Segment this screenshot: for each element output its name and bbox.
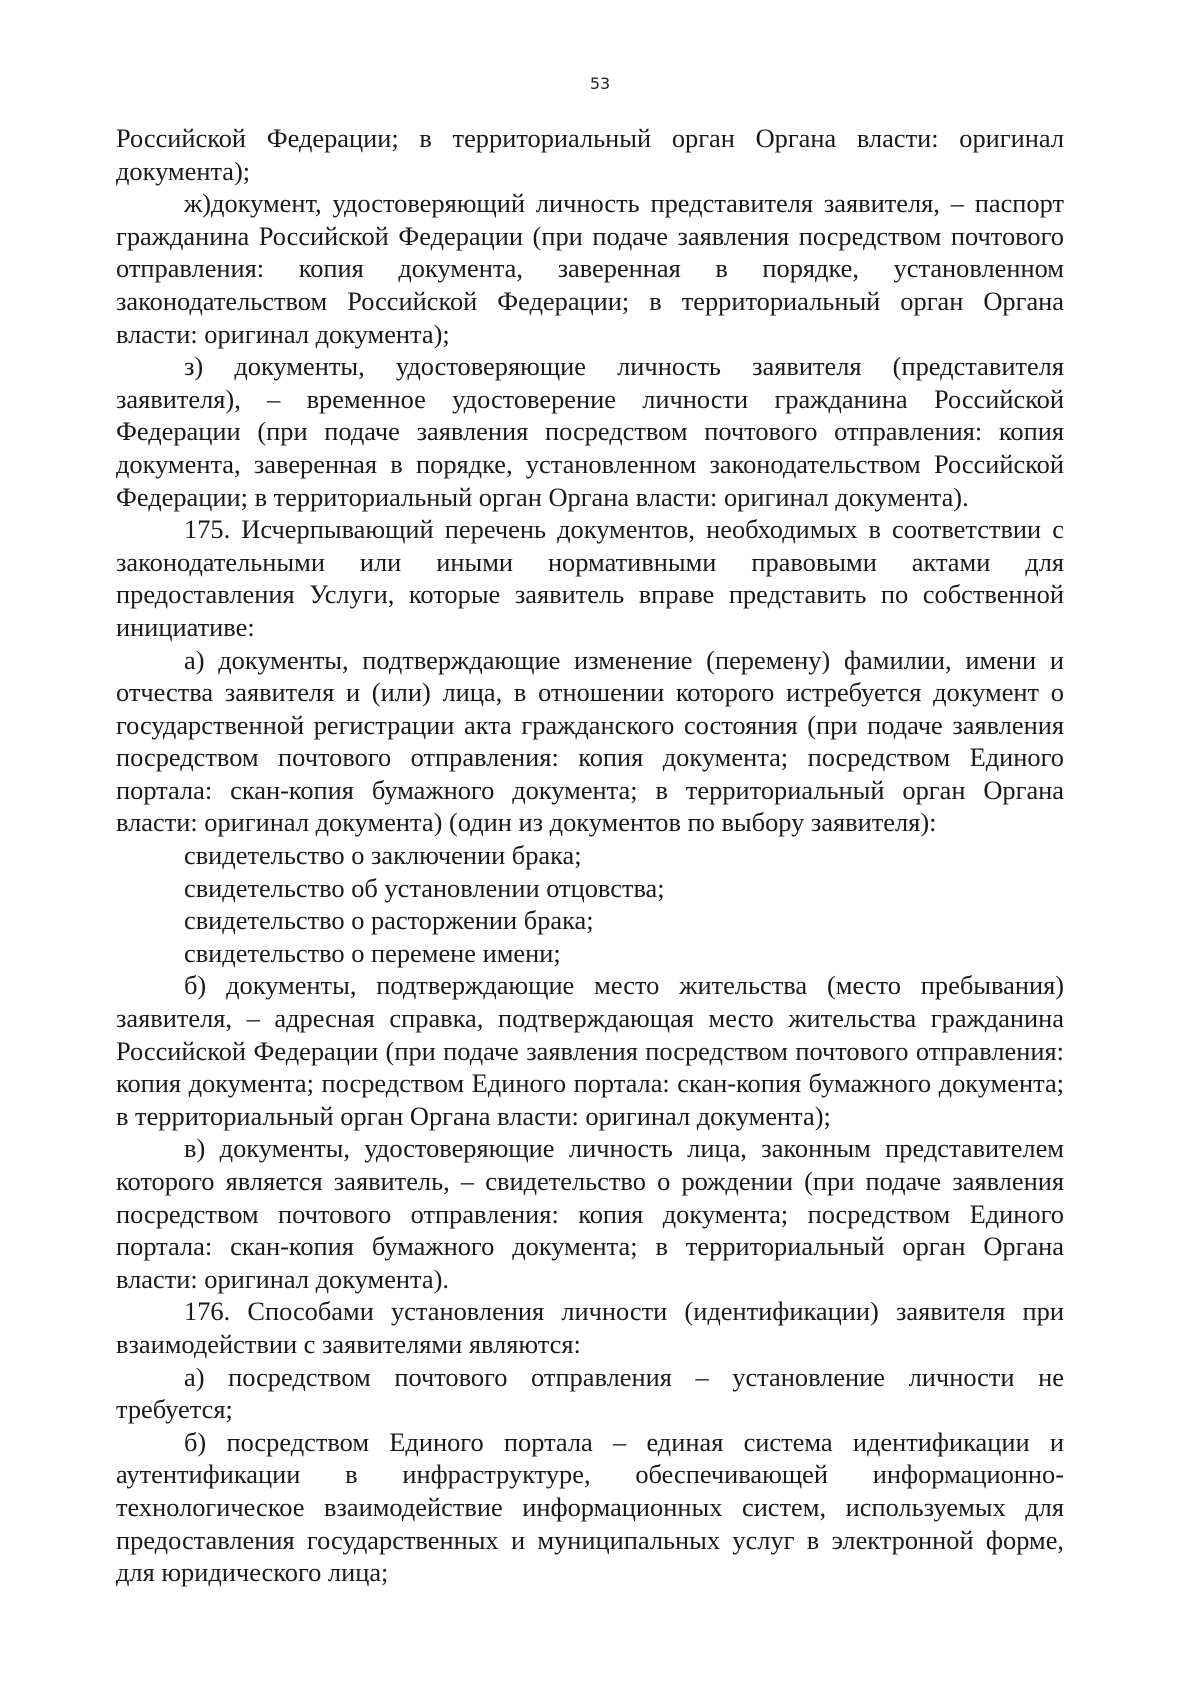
paragraph: а) посредством почтового отправления – установление личности не требуется;	[116, 1361, 1064, 1425]
paragraph: б) документы, подтверждающие место жительства (место пребывания) заявителя, – адресная справка, подтверждающая место жительства гражданина Российской Федерации (при подаче заявления посредством почтового отправления: копия документа; посредством Единого портала: скан-копия бумажного документа; в территориальный орган Органа власти: оригинал документа);	[116, 970, 1064, 1131]
paragraph: свидетельство о заключении брака;	[184, 840, 582, 871]
paragraph: 176. Способами установления личности (идентификации) заявителя при взаимодействии с заявителями являются:	[116, 1296, 1064, 1359]
paragraph: Российской Федерации; в территориальный орган Органа власти: оригинал документа);	[116, 123, 1064, 186]
paragraph: а) документы, подтверждающие изменение (перемену) фамилии, имени и отчества заявителя и (или) лица, в отношении которого истребуется документ о государственной регистрации акта гражданского состояния (при подаче заявления посредством почтового отправления: копия документа; посредством Единого портала: скан-копия бумажного документа; в территориальный орган Органа власти: оригинал документа) (один из документов по выбору заявителя):	[116, 644, 1064, 838]
page-number: 53	[589, 74, 611, 93]
paragraph: свидетельство об установлении отцовства;	[184, 872, 665, 903]
paragraph: свидетельство о расторжении брака;	[184, 905, 594, 936]
document-body	[116, 122, 1064, 1589]
paragraph: в) документы, удостоверяющие личность лица, законным представителем которого является заявитель, – свидетельство о рождении (при подаче заявления посредством почтового отправления: копия документа; посредством Единого портала: скан-копия бумажного документа; в территориальный орган Органа власти: оригинал документа).	[116, 1133, 1064, 1294]
paragraph: свидетельство о перемене имени;	[184, 937, 561, 968]
paragraph: 175. Исчерпывающий перечень документов, необходимых в соответствии с законодательными или иными нормативными правовыми актами для предоставления Услуги, которые заявитель вправе представить по собственной инициативе:	[116, 514, 1064, 642]
paragraph: з) документы, удостоверяющие личность заявителя (представителя заявителя), – временное удостоверение личности гражданина Российской Федерации (при подаче заявления посредством почтового отправления: копия документа, заверенная в порядке, установленном законодательством Российской Федерации; в территориальный орган Органа власти: оригинал документа).	[116, 351, 1064, 512]
paragraph: ж)документ, удостоверяющий личность представителя заявителя, – паспорт гражданина Российской Федерации (при подаче заявления посредством почтового отправления: копия документа, заверенная в порядке, установленном законодательством Российской Федерации; в территориальный орган Органа власти: оригинал документа);	[116, 188, 1064, 349]
paragraph: б) посредством Единого портала – единая система идентификации и аутентификации в инфраструктуре, обеспечивающей информационно-технологическое взаимодействие информационных систем, используемых для предоставления государственных и муниципальных услуг в электронной форме, для юридического лица;	[116, 1426, 1064, 1588]
